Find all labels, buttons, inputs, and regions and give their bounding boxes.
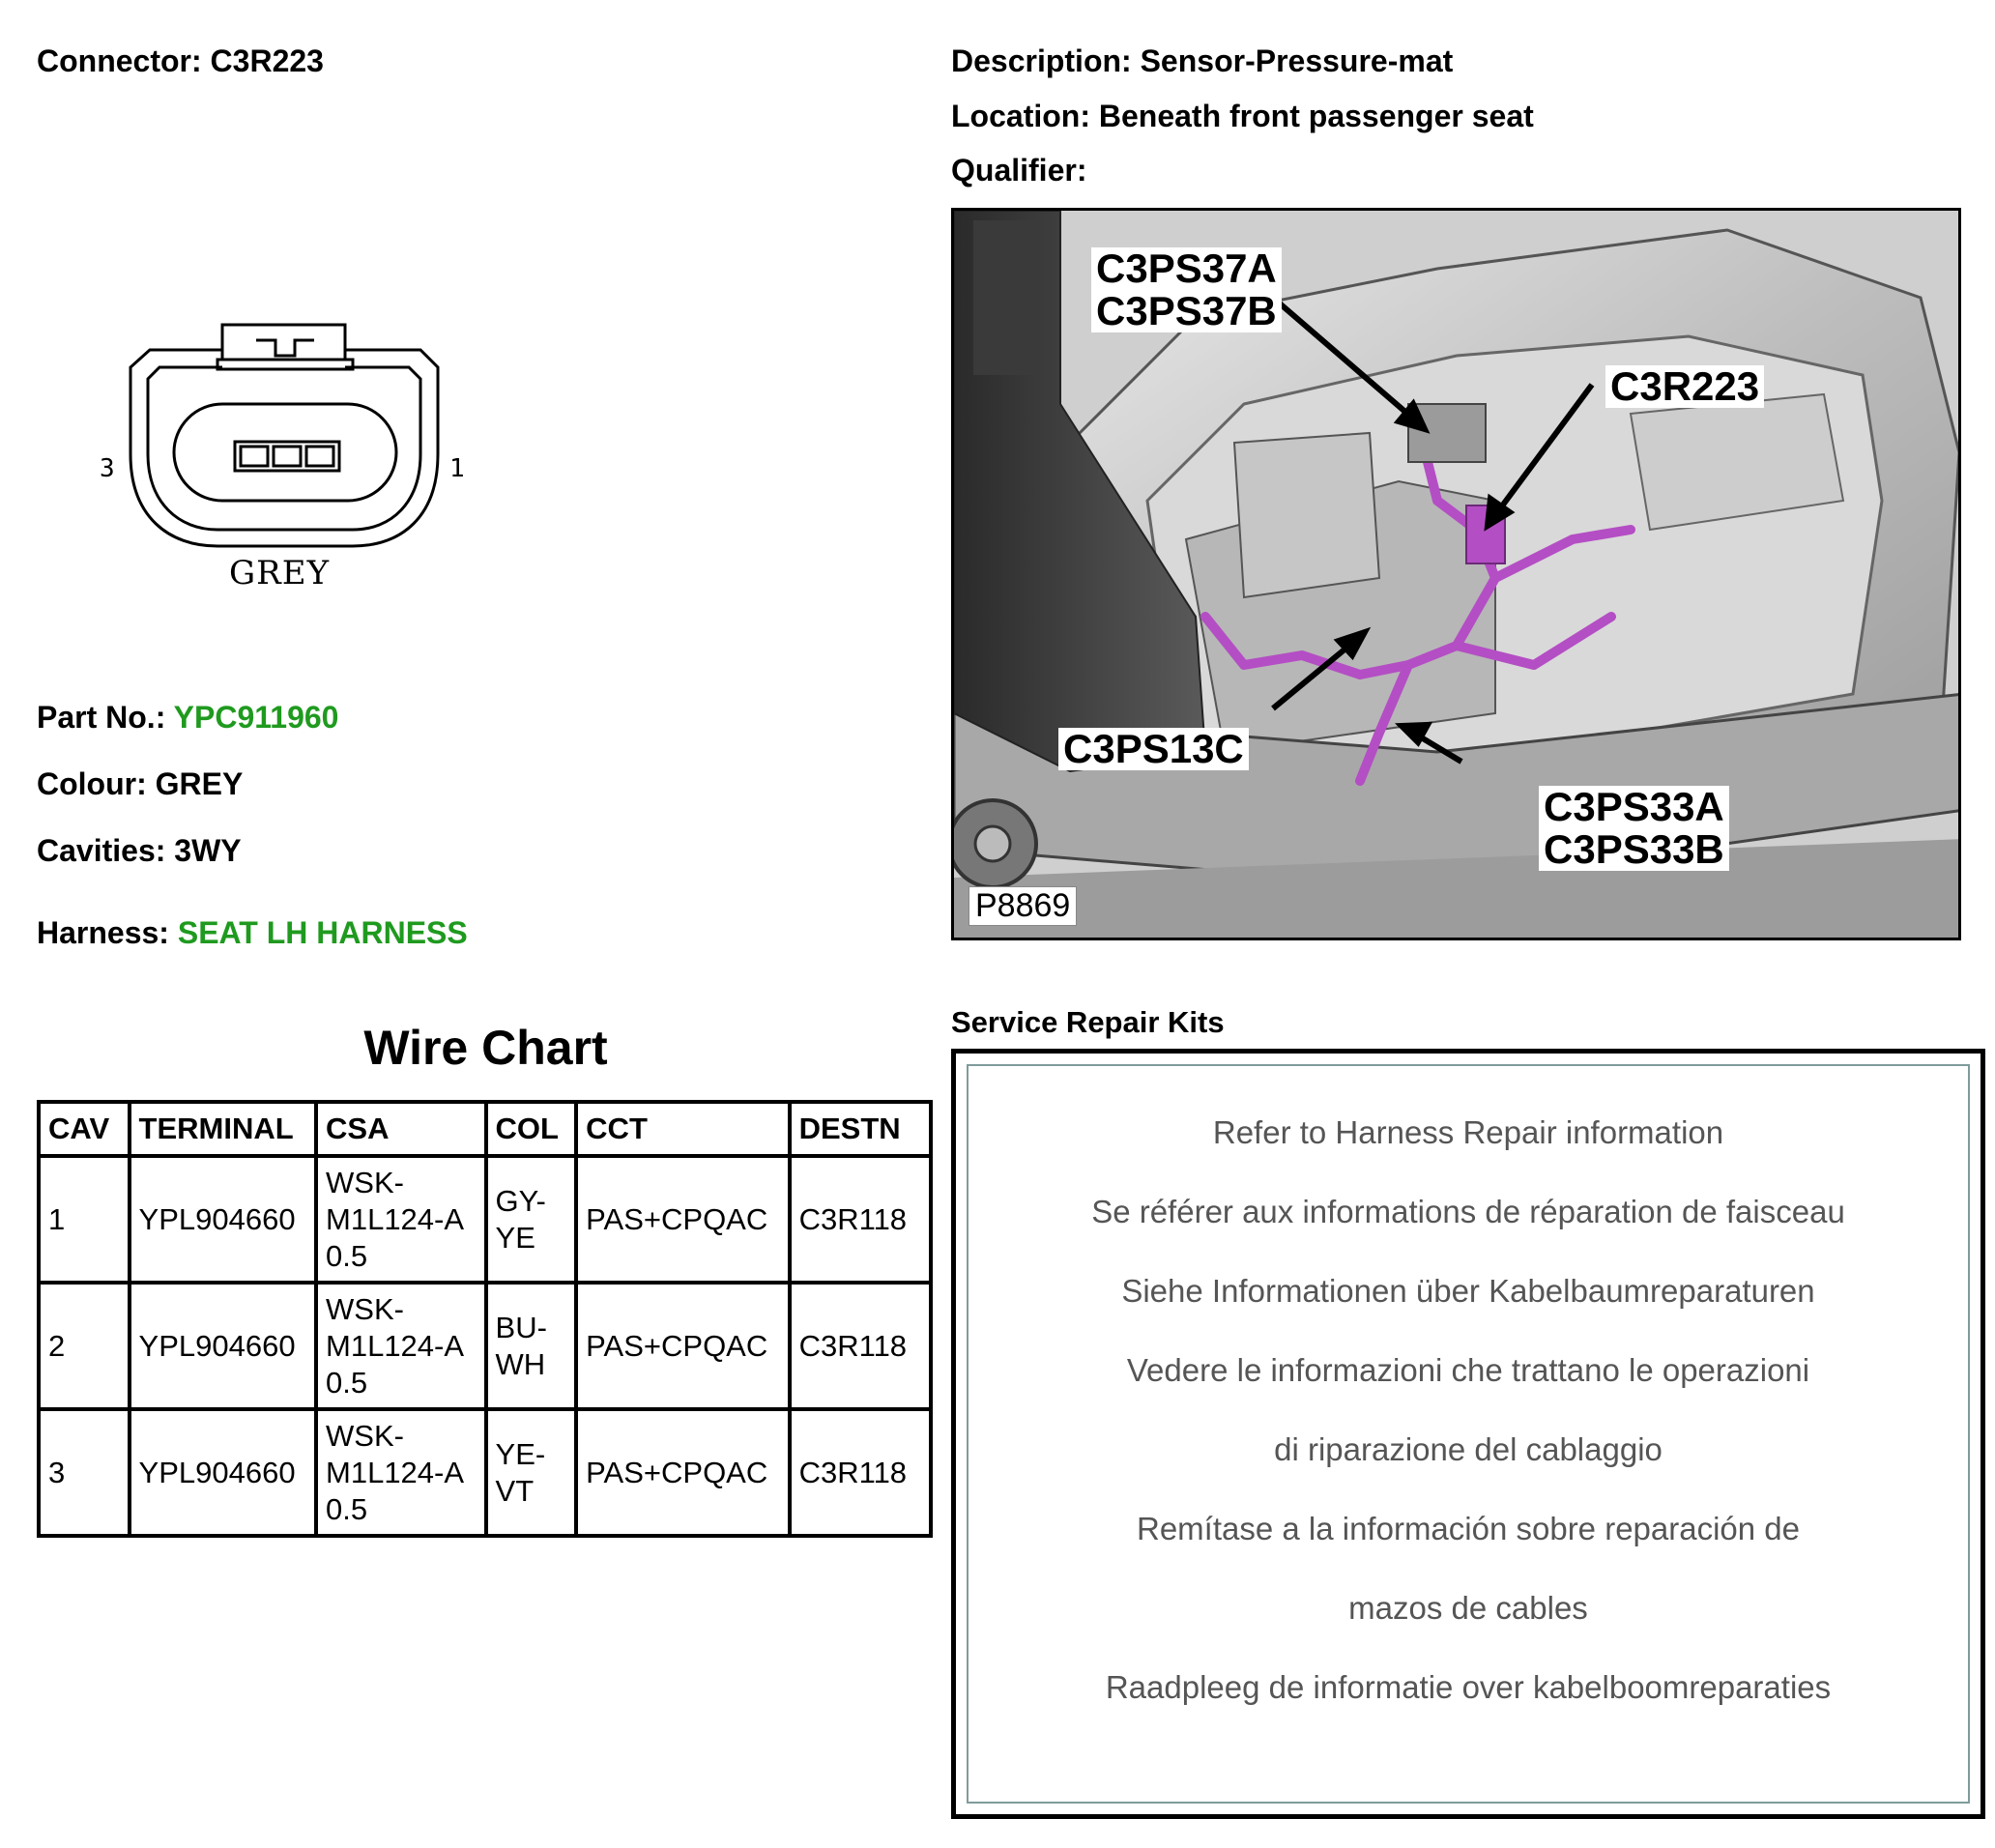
cell-cct: PAS+CPQAC	[576, 1156, 789, 1283]
cell-cav: 2	[39, 1283, 130, 1409]
description-value: Sensor-Pressure-mat	[1140, 43, 1454, 78]
column-header-csa: CSA	[316, 1102, 486, 1156]
service-repair-box	[951, 1049, 1985, 1819]
callout-c3ps37a: C3PS37A	[1096, 245, 1277, 291]
cell-col	[486, 1156, 577, 1283]
table-row	[39, 1409, 931, 1536]
cell-destn: C3R118	[790, 1283, 931, 1409]
csa-line: WSK-	[326, 1165, 404, 1199]
colour-label: Colour:	[37, 766, 147, 801]
qualifier-label: Qualifier:	[951, 153, 1087, 188]
cell-csa	[316, 1409, 486, 1536]
repair-line-german: Siehe Informationen über Kabelbaumreparaturen	[1121, 1273, 1815, 1309]
harness-line	[37, 915, 468, 951]
cell-csa	[316, 1283, 486, 1409]
col-line: YE	[495, 1220, 535, 1255]
location-label: Location:	[951, 99, 1090, 133]
cell-terminal: YPL904660	[130, 1283, 316, 1409]
cell-destn: C3R118	[790, 1156, 931, 1283]
col-line: WH	[495, 1346, 546, 1381]
column-header-cct: CCT	[576, 1102, 789, 1156]
cell-cav: 3	[39, 1409, 130, 1536]
csa-line: M1L124-A	[326, 1328, 465, 1363]
callout-c3r223: C3R223	[1605, 365, 1764, 408]
col-line: VT	[495, 1473, 535, 1508]
csa-line: WSK-	[326, 1418, 404, 1453]
service-repair-box-inner	[967, 1064, 1970, 1804]
callout-c3ps33	[1539, 786, 1729, 871]
location-value: Beneath front passenger seat	[1098, 99, 1534, 133]
harness-label: Harness:	[37, 915, 169, 950]
table-row	[39, 1283, 931, 1409]
csa-line: M1L124-A	[326, 1455, 465, 1489]
qualifier-heading	[951, 153, 1086, 188]
cavities-value: 3WY	[174, 833, 242, 868]
colour-line	[37, 766, 243, 802]
csa-line: 0.5	[326, 1365, 368, 1400]
csa-line: 0.5	[326, 1238, 368, 1273]
connector-colour-label: GREY	[229, 554, 331, 592]
cell-col	[486, 1409, 577, 1536]
cell-destn: C3R118	[790, 1409, 931, 1536]
cell-cct: PAS+CPQAC	[576, 1283, 789, 1409]
callout-c3ps37	[1091, 247, 1282, 332]
cell-terminal: YPL904660	[130, 1409, 316, 1536]
repair-line-spanish-1: Remítase a la información sobre reparación de	[1136, 1511, 1801, 1546]
repair-line-italian-2: di riparazione del cablaggio	[1274, 1431, 1662, 1467]
description-label: Description:	[951, 43, 1132, 78]
callout-c3ps33b: C3PS33B	[1544, 826, 1724, 872]
col-line: GY-	[495, 1183, 546, 1218]
callout-c3ps37b: C3PS37B	[1096, 288, 1277, 333]
wire-chart-table	[37, 1100, 933, 1538]
service-repair-kits-title: Service Repair Kits	[951, 1005, 1225, 1039]
wire-chart-header-row	[39, 1102, 931, 1156]
cell-terminal: YPL904660	[130, 1156, 316, 1283]
cavities-label: Cavities:	[37, 833, 166, 868]
column-header-terminal: TERMINAL	[130, 1102, 316, 1156]
description-heading	[951, 43, 1453, 79]
column-header-cav: CAV	[39, 1102, 130, 1156]
callout-c3ps13c: C3PS13C	[1058, 728, 1249, 770]
column-header-col: COL	[486, 1102, 577, 1156]
column-header-destn: DESTN	[790, 1102, 931, 1156]
cell-col	[486, 1283, 577, 1409]
repair-line-french: Se référer aux informations de réparation de faisceau	[1091, 1194, 1845, 1229]
connector-location-photo	[951, 208, 1961, 940]
cell-cct: PAS+CPQAC	[576, 1409, 789, 1536]
cavities-line	[37, 833, 242, 869]
col-line: BU-	[495, 1310, 547, 1344]
callout-c3ps33a: C3PS33A	[1544, 784, 1724, 829]
repair-line-dutch: Raadpleeg de informatie over kabelboomreparaties	[1105, 1669, 1832, 1705]
harness-link[interactable]: SEAT LH HARNESS	[177, 915, 468, 950]
csa-line: WSK-	[326, 1291, 404, 1326]
connector-label: Connector:	[37, 43, 202, 78]
repair-line-english: Refer to Harness Repair information	[1212, 1114, 1724, 1150]
part-number-label: Part No.:	[37, 700, 166, 735]
col-line: YE-	[495, 1436, 546, 1471]
location-heading	[951, 99, 1534, 134]
photo-reference-number: P8869	[969, 886, 1077, 926]
wire-chart-title: Wire Chart	[363, 1021, 608, 1075]
cavity-number-right: 1	[449, 454, 465, 483]
cell-csa	[316, 1156, 486, 1283]
repair-line-spanish-2: mazos de cables	[1348, 1590, 1588, 1626]
part-number-line	[37, 700, 338, 736]
cell-cav: 1	[39, 1156, 130, 1283]
repair-line-italian-1: Vedere le informazioni che trattano le operazioni	[1126, 1352, 1810, 1388]
csa-line: 0.5	[326, 1491, 368, 1526]
part-number-link[interactable]: YPC911960	[173, 700, 339, 735]
colour-value: GREY	[155, 766, 244, 801]
table-row	[39, 1156, 931, 1283]
cavity-number-left: 3	[100, 454, 115, 483]
csa-line: M1L124-A	[326, 1201, 465, 1236]
connector-value: C3R223	[210, 43, 324, 78]
connector-heading	[37, 43, 324, 79]
